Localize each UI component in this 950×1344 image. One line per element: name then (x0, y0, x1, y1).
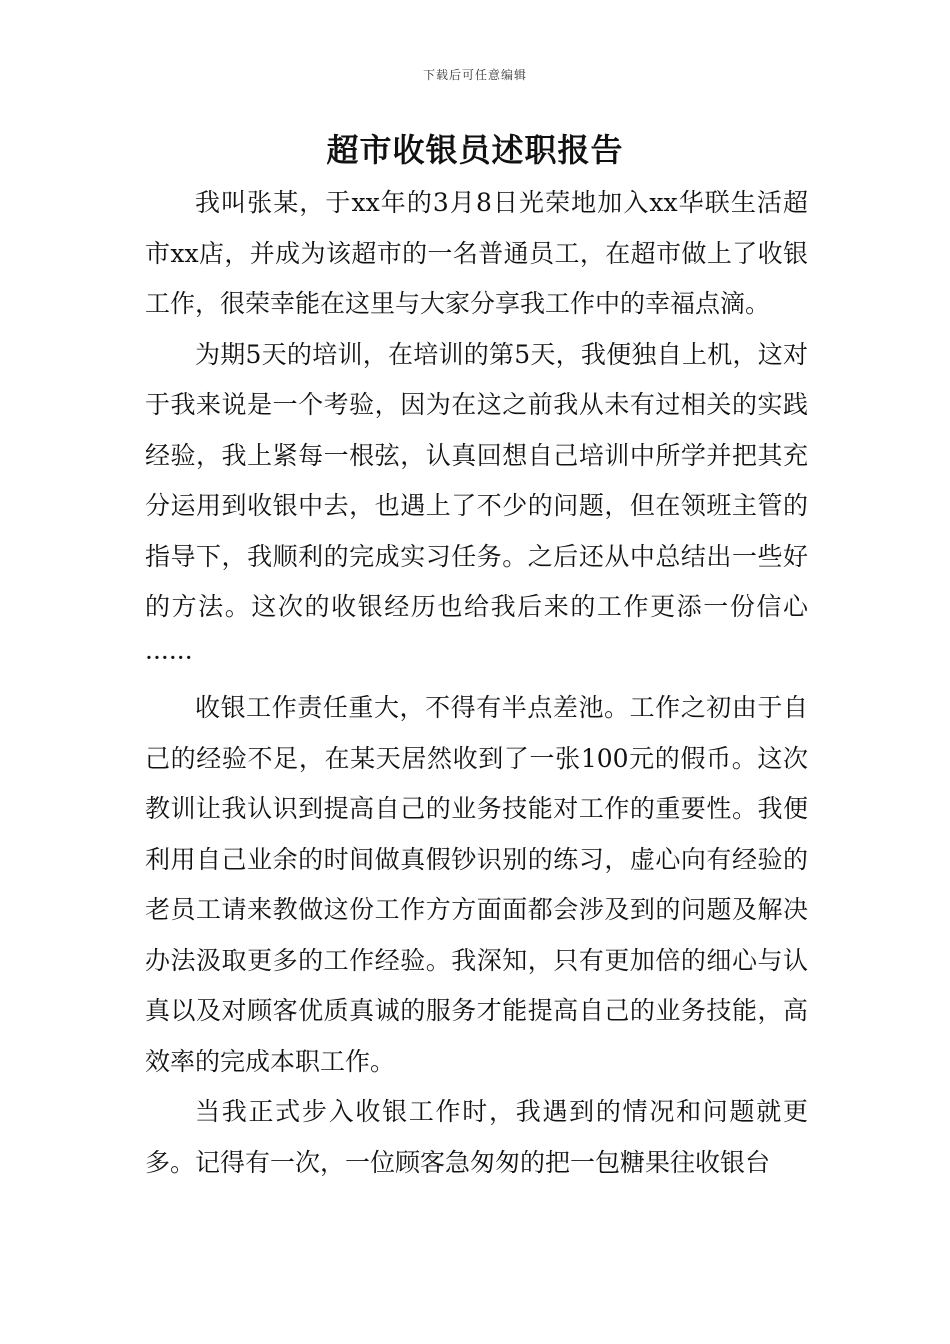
paragraph: 我叫张某，于xx年的3月8日光荣地加入xx华联生活超市xx店，并成为该超市的一名普通员工，在超市做上了收银工作，很荣幸能在这里与大家分享我工作中的幸福点滴。 (145, 188, 808, 318)
document-body (145, 178, 808, 1188)
header-note: 下载后可任意编辑 (422, 68, 527, 82)
paragraph: 收银工作责任重大，不得有半点差池。工作之初由于自己的经验不足，在某天居然收到了一张100元的假币。这次教训让我认识到提高自己的业务技能对工作的重要性。我便利用自己业余的时间做真假钞识别的练习，虚心向有经验的老员工请来教做这份工作方方面面都会涉及到的问题及解决办法汲取更多的工作经验。我深知，只有更加倍的细心与认真以及对顾客优质真诚的服务才能提高自己的业务技能，高效率的完成本职工作。 (145, 693, 808, 1076)
paragraph: 为期5天的培训，在培训的第5天，我便独自上机，这对于我来说是一个考验，因为在这之前我从未有过相关的实践经验，我上紧每一根弦，认真回想自己培训中所学并把其充分运用到收银中去，也遇上了不少的问题，但在领班主管的指导下，我顺利的完成实习任务。之后还从中总结出一些好的方法。这次的收银经历也给我后来的工作更添一份信心······ (145, 339, 808, 672)
document-title: 超市收银员述职报告 (326, 131, 624, 169)
paragraph: 当我正式步入收银工作时，我遇到的情况和问题就更多。记得有一次，一位顾客急匆匆的把一包糖果往收银台 (145, 1097, 808, 1177)
